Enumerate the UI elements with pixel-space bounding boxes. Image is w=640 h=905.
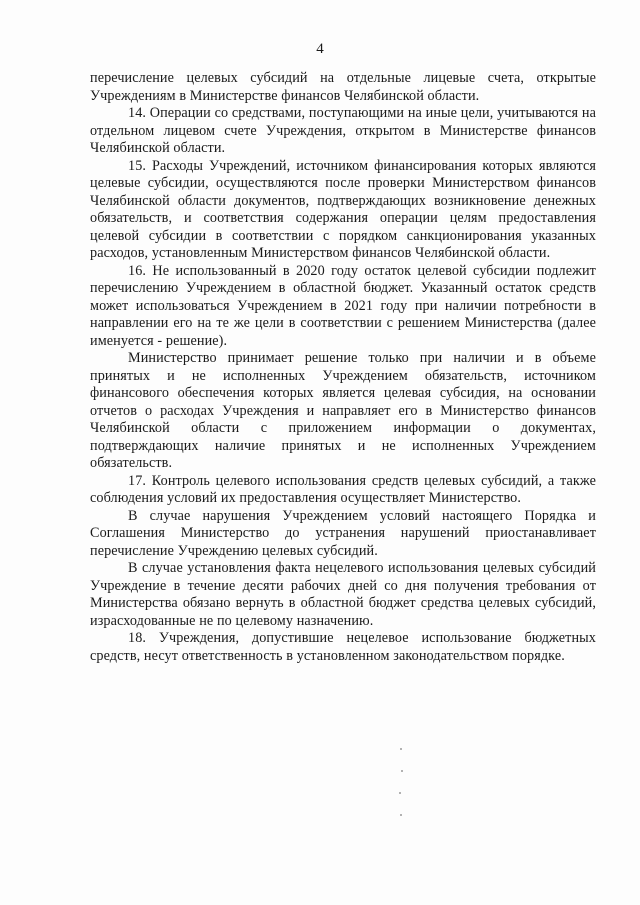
- page-number: 4: [316, 41, 324, 57]
- paragraph-18: 18. Учреждения, допустившие нецелевое использование бюджетных средств, несут ответственность в установленном законодательством порядке.: [90, 630, 596, 664]
- paragraph-15: 15. Расходы Учреждений, источником финансирования которых являются целевые субсидии, осуществляются после проверки Министерством финансов Челябинской области документов, подтверждающих возникновение денежных обязательств, и соответствия содержания операции целям предоставления целевой субсидии в соответствии с порядком санкционирования указанных расходов, установленным Министерством финансов Челябинской области.: [90, 157, 596, 261]
- paragraph-misuse: В случае установления факта нецелевого использования целевых субсидий Учреждение в течение десяти рабочих дней со дня получения требования от Министерства обязано вернуть в областной бюджет средства целевых субсидий, израсходованные не по целевому назначению.: [90, 560, 596, 629]
- scan-speck: [400, 814, 402, 816]
- scan-speck: [399, 792, 401, 794]
- paragraph-14: 14. Операции со средствами, поступающими на иные цели, учитываются на отдельном лицевом счете Учреждения, открытом в Министерстве финансов Челябинской области.: [90, 105, 596, 156]
- paragraph-16: 16. Не использованный в 2020 году остаток целевой субсидии подлежит перечислению Учреждением в областной бюджет. Указанный остаток средств может использоваться Учреждением в 2021 году при наличии потребности в направлении его на те же цели в соответствии с решением Министерства (далее именуется - решение).: [90, 262, 596, 349]
- paragraph-continuation: перечисление целевых субсидий на отдельные лицевые счета, открытые Учреждениям в Министерстве финансов Челябинской области.: [90, 70, 596, 104]
- scan-speck: [401, 770, 403, 772]
- paragraph-17: 17. Контроль целевого использования средств целевых субсидий, а также соблюдения условий их предоставления осуществляет Министерство.: [90, 472, 596, 506]
- paragraph-ministry-decision: Министерство принимает решение только при наличии и в объеме принятых и не исполненных Учреждением обязательств, источником финансового обеспечения которых является целевая субсидия, на основании отчетов о расходах Учреждения и направляет его в Министерство финансов Челябинской области с приложением информации о документах, подтверждающих наличие принятых и не исполненных Учреждением обязательств.: [90, 350, 596, 471]
- document-body: [90, 70, 596, 665]
- paragraph-violation: В случае нарушения Учреждением условий настоящего Порядка и Соглашения Министерство до устранения нарушений приостанавливает перечисление Учреждению целевых субсидий.: [90, 507, 596, 559]
- scan-speck: [400, 748, 402, 750]
